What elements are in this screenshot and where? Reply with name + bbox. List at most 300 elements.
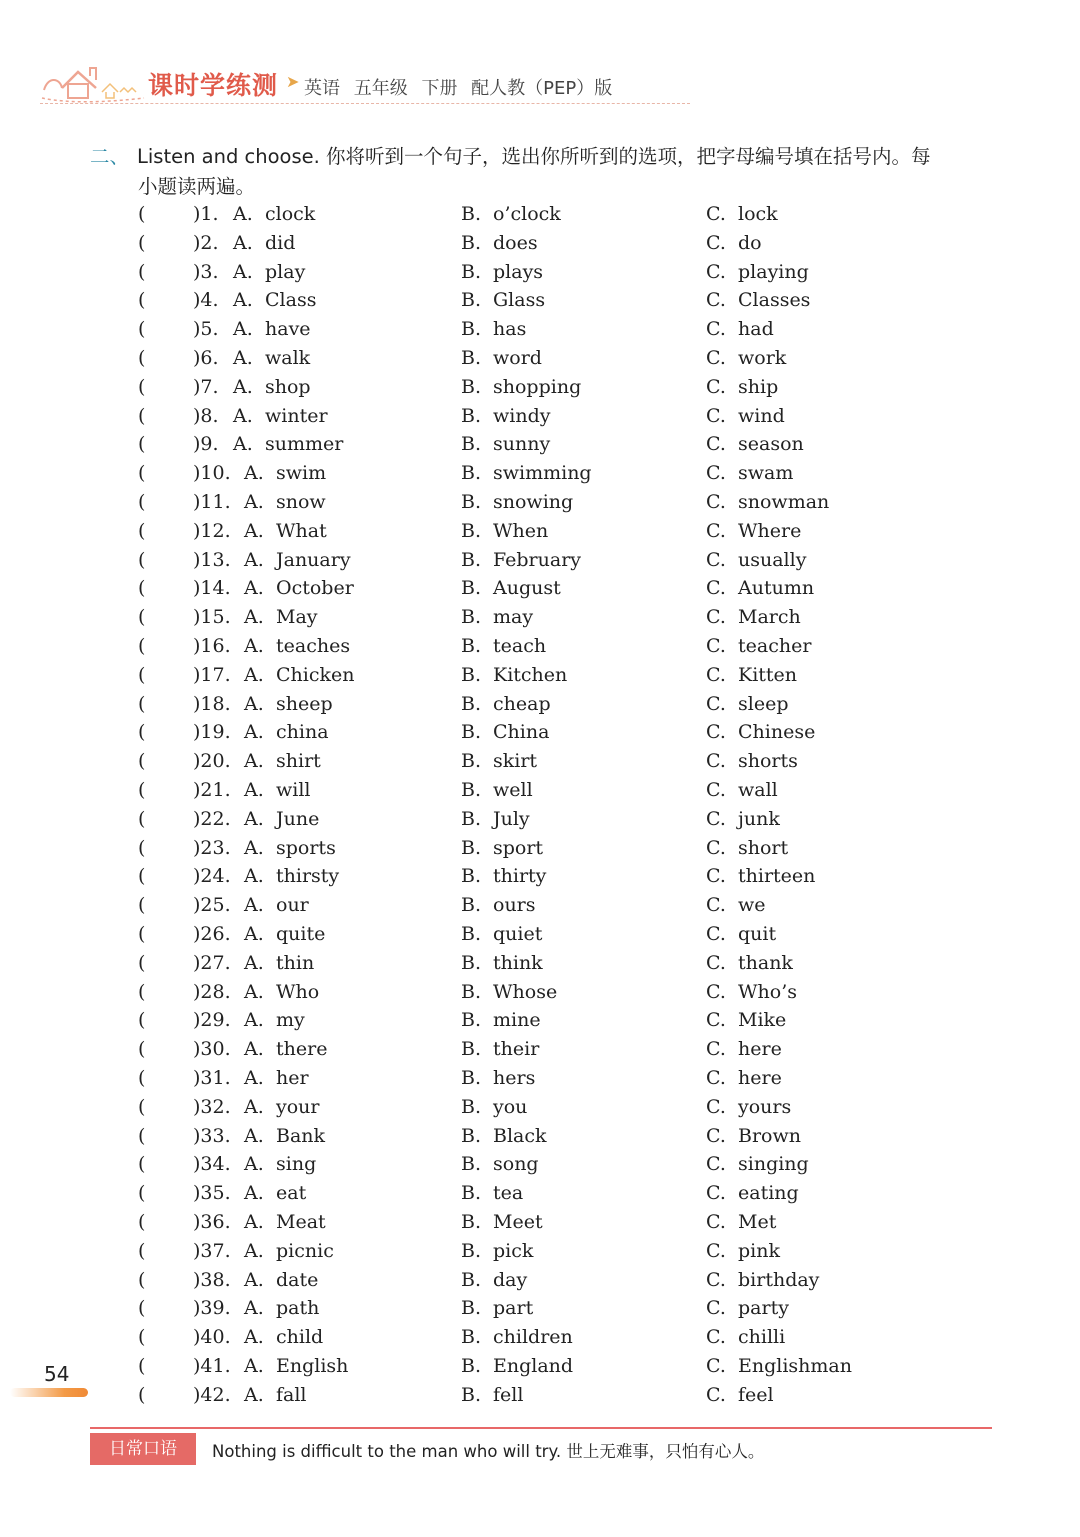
option-a-letter: A. — [244, 1239, 264, 1262]
option-b-letter: B. — [461, 1383, 482, 1406]
option-b-text: windy — [493, 404, 551, 427]
option-c-text: playing — [738, 260, 809, 283]
question-row — [0, 632, 1080, 661]
answer-blank[interactable]: ( — [138, 1009, 146, 1032]
question-number: )20. — [193, 750, 231, 773]
option-a-text: What — [276, 519, 327, 542]
option-a-letter: A. — [244, 951, 264, 974]
option-c-letter: C. — [706, 865, 726, 888]
answer-blank[interactable]: ( — [138, 375, 146, 398]
option-b-letter: B. — [461, 1153, 482, 1176]
question-row — [0, 546, 1080, 575]
option-b-letter: B. — [461, 1211, 482, 1233]
question-number: )3. — [193, 260, 219, 283]
question-row — [0, 315, 1080, 344]
option-a-text: clock — [265, 203, 316, 225]
option-a-letter: A. — [244, 1095, 264, 1118]
option-b-letter: B. — [461, 1038, 482, 1061]
option-c-text: we — [738, 894, 766, 917]
option-a-text: swim — [276, 462, 327, 485]
answer-blank[interactable]: ( — [138, 404, 146, 427]
option-c-text: Chinese — [738, 721, 816, 744]
option-b-letter: B. — [461, 1297, 482, 1320]
option-c-letter: C. — [706, 779, 726, 801]
option-a-letter: A. — [244, 980, 264, 1003]
option-c-text: eating — [738, 1182, 799, 1205]
option-b-text: mine — [493, 1009, 541, 1032]
option-b-text: Kitchen — [493, 663, 568, 686]
question-number: )30. — [193, 1038, 231, 1061]
question-row — [0, 1237, 1080, 1266]
option-b-letter: B. — [461, 519, 482, 542]
option-c-letter: C. — [706, 1124, 726, 1147]
option-a-letter: A. — [233, 433, 253, 456]
option-a-text: shirt — [276, 750, 321, 773]
answer-blank[interactable]: ( — [138, 1268, 146, 1291]
brand-title: 课时学练测 — [148, 71, 279, 100]
option-c-letter: C. — [706, 1211, 726, 1233]
option-b-letter: B. — [461, 433, 482, 456]
option-b-text: hers — [493, 1067, 536, 1089]
option-c-text: sleep — [738, 692, 789, 715]
answer-blank[interactable]: ( — [138, 203, 146, 225]
option-c-letter: C. — [706, 1038, 726, 1061]
option-a-text: have — [265, 318, 311, 341]
option-b-letter: B. — [461, 779, 482, 801]
answer-blank[interactable]: ( — [138, 951, 146, 974]
answer-blank[interactable]: ( — [138, 231, 146, 254]
option-c-text: short — [738, 836, 789, 859]
answer-blank[interactable]: ( — [138, 1124, 146, 1147]
option-a-text: Meat — [276, 1211, 326, 1233]
option-c-text: here — [738, 1038, 782, 1061]
option-b-letter: B. — [461, 721, 482, 744]
option-c-text: Mike — [738, 1009, 787, 1032]
option-c-letter: C. — [706, 750, 726, 773]
answer-blank[interactable]: ( — [138, 1326, 146, 1349]
option-a-text: fall — [276, 1383, 307, 1406]
option-a-letter: A. — [244, 606, 264, 629]
option-b-text: o’clock — [493, 203, 561, 225]
instruction-line-1: Listen and choose. 你将听到一个句子，选出你所听到的选项，把字母编号填在括号内。每 — [137, 145, 931, 168]
answer-blank[interactable]: ( — [138, 606, 146, 629]
option-c-letter: C. — [706, 260, 726, 283]
option-a-letter: A. — [244, 577, 264, 600]
option-c-letter: C. — [706, 519, 726, 542]
question-number: )12. — [193, 519, 231, 542]
option-b-text: children — [493, 1326, 573, 1349]
option-a-letter: A. — [244, 1326, 264, 1349]
option-c-text: shorts — [738, 750, 798, 773]
option-a-letter: A. — [233, 231, 253, 254]
option-a-letter: A. — [244, 865, 264, 888]
option-b-text: tea — [493, 1182, 524, 1205]
question-row — [0, 1294, 1080, 1323]
option-b-letter: B. — [461, 231, 482, 254]
option-b-text: snowing — [493, 491, 574, 513]
option-c-text: work — [738, 347, 787, 369]
option-a-text: date — [276, 1268, 319, 1291]
option-b-letter: B. — [461, 260, 482, 283]
question-number: )31. — [193, 1067, 231, 1089]
question-row — [0, 258, 1080, 287]
answer-blank[interactable]: ( — [138, 1038, 146, 1061]
option-b-text: February — [493, 548, 582, 571]
question-number: )27. — [193, 951, 231, 974]
option-c-letter: C. — [706, 1239, 726, 1262]
option-b-letter: B. — [461, 836, 482, 859]
option-b-text: their — [493, 1038, 540, 1061]
option-a-text: English — [276, 1355, 349, 1377]
option-c-text: thank — [738, 951, 793, 974]
option-c-text: here — [738, 1067, 782, 1089]
option-a-text: thirsty — [276, 865, 340, 888]
option-c-text: Kitten — [738, 663, 798, 686]
answer-blank[interactable]: ( — [138, 865, 146, 888]
question-number: )29. — [193, 1009, 231, 1032]
answer-blank[interactable]: ( — [138, 836, 146, 859]
option-a-text: October — [276, 577, 354, 600]
option-b-text: England — [493, 1355, 574, 1377]
answer-blank[interactable]: ( — [138, 807, 146, 830]
option-a-text: sheep — [276, 692, 333, 715]
option-c-letter: C. — [706, 462, 726, 485]
option-c-letter: C. — [706, 836, 726, 859]
option-b-text: teach — [493, 635, 547, 657]
option-b-text: plays — [493, 260, 544, 283]
option-b-letter: B. — [461, 692, 482, 715]
option-b-letter: B. — [461, 289, 482, 312]
option-b-text: Black — [493, 1124, 547, 1147]
option-c-text: thirteen — [738, 865, 816, 888]
answer-blank[interactable]: ( — [138, 1239, 146, 1262]
option-b-text: skirt — [493, 750, 538, 773]
option-a-letter: A. — [244, 1211, 264, 1233]
option-a-letter: A. — [233, 318, 253, 341]
question-row — [0, 1006, 1080, 1035]
question-row — [0, 402, 1080, 431]
option-c-letter: C. — [706, 1095, 726, 1118]
option-b-text: July — [493, 807, 530, 830]
option-a-letter: A. — [244, 721, 264, 744]
option-c-letter: C. — [706, 635, 726, 657]
answer-blank[interactable]: ( — [138, 433, 146, 456]
question-number: )16. — [193, 635, 231, 657]
question-row — [0, 1064, 1080, 1093]
option-a-letter: A. — [244, 462, 264, 485]
option-c-letter: C. — [706, 577, 726, 600]
footer-tag: 日常口语 — [90, 1433, 196, 1465]
question-row — [0, 1122, 1080, 1151]
option-b-letter: B. — [461, 1009, 482, 1032]
question-number: )22. — [193, 807, 231, 830]
answer-blank[interactable]: ( — [138, 1383, 146, 1406]
option-c-text: wall — [738, 779, 778, 801]
option-a-letter: A. — [244, 1124, 264, 1147]
option-a-text: May — [276, 606, 318, 629]
page-header — [40, 58, 700, 108]
question-number: )10. — [193, 462, 231, 485]
option-c-letter: C. — [706, 289, 726, 312]
option-b-letter: B. — [461, 663, 482, 686]
option-c-letter: C. — [706, 1009, 726, 1032]
answer-blank[interactable]: ( — [138, 318, 146, 341]
option-c-letter: C. — [706, 231, 726, 254]
question-number: )39. — [193, 1297, 231, 1320]
option-a-text: snow — [276, 491, 326, 513]
section-instruction — [90, 142, 1000, 202]
option-c-letter: C. — [706, 980, 726, 1003]
option-c-text: ship — [738, 375, 779, 398]
answer-blank[interactable]: ( — [138, 1355, 146, 1377]
option-b-text: August — [493, 577, 561, 600]
question-row — [0, 834, 1080, 863]
option-a-text: path — [276, 1297, 320, 1320]
question-number: )9. — [193, 433, 219, 456]
option-c-letter: C. — [706, 548, 726, 571]
option-c-letter: C. — [706, 1153, 726, 1176]
option-a-text: her — [276, 1067, 309, 1089]
option-b-letter: B. — [461, 1067, 482, 1089]
option-b-text: thirty — [493, 865, 547, 888]
option-a-text: June — [276, 807, 320, 830]
option-c-letter: C. — [706, 347, 726, 369]
option-b-text: you — [493, 1095, 528, 1118]
option-b-text: pick — [493, 1239, 534, 1262]
option-b-text: does — [493, 231, 538, 254]
question-row — [0, 574, 1080, 603]
answer-blank[interactable]: ( — [138, 1297, 146, 1320]
option-c-text: Who’s — [738, 980, 797, 1003]
option-a-text: Chicken — [276, 663, 355, 686]
question-number: )5. — [193, 318, 219, 341]
option-a-letter: A. — [233, 260, 253, 283]
option-b-text: word — [493, 347, 542, 369]
answer-blank[interactable]: ( — [138, 462, 146, 485]
option-a-text: January — [276, 548, 351, 571]
answer-blank[interactable]: ( — [138, 491, 146, 513]
question-row — [0, 488, 1080, 517]
question-row — [0, 200, 1080, 229]
question-row — [0, 661, 1080, 690]
question-row — [0, 690, 1080, 719]
option-b-text: sport — [493, 836, 544, 859]
option-b-letter: B. — [461, 923, 482, 945]
answer-blank[interactable]: ( — [138, 721, 146, 744]
option-a-letter: A. — [233, 375, 253, 398]
option-b-text: song — [493, 1153, 539, 1176]
answer-blank[interactable]: ( — [138, 894, 146, 917]
option-c-text: feel — [738, 1383, 774, 1406]
answer-blank[interactable]: ( — [138, 980, 146, 1003]
house-logo-icon — [40, 58, 145, 104]
option-a-letter: A. — [244, 807, 264, 830]
option-b-text: Meet — [493, 1211, 543, 1233]
option-a-letter: A. — [244, 692, 264, 715]
answer-blank[interactable]: ( — [138, 1211, 146, 1233]
option-b-text: shopping — [493, 375, 582, 398]
option-c-letter: C. — [706, 1326, 726, 1349]
question-row — [0, 1150, 1080, 1179]
question-row — [0, 344, 1080, 373]
answer-blank[interactable]: ( — [138, 519, 146, 542]
answer-blank[interactable]: ( — [138, 1182, 146, 1205]
option-b-letter: B. — [461, 1268, 482, 1291]
option-b-text: sunny — [493, 433, 551, 456]
option-c-text: junk — [738, 807, 780, 830]
option-b-letter: B. — [461, 1239, 482, 1262]
option-a-text: Who — [276, 980, 320, 1003]
question-number: )26. — [193, 923, 231, 945]
option-a-letter: A. — [244, 1182, 264, 1205]
question-row — [0, 603, 1080, 632]
question-row — [0, 1266, 1080, 1295]
option-a-letter: A. — [244, 836, 264, 859]
option-c-letter: C. — [706, 1355, 726, 1377]
option-a-letter: A. — [244, 923, 264, 945]
option-a-letter: A. — [244, 1038, 264, 1061]
option-b-text: cheap — [493, 692, 551, 715]
option-c-text: Met — [738, 1211, 777, 1233]
answer-blank[interactable]: ( — [138, 779, 146, 801]
question-row — [0, 1179, 1080, 1208]
option-b-letter: B. — [461, 865, 482, 888]
question-number: )11. — [193, 491, 231, 513]
option-c-text: pink — [738, 1239, 780, 1262]
question-number: )19. — [193, 721, 231, 744]
question-number: )42. — [193, 1383, 231, 1406]
option-c-text: snowman — [738, 491, 830, 513]
question-row — [0, 920, 1080, 949]
option-b-text: well — [493, 779, 533, 801]
question-number: )38. — [193, 1268, 231, 1291]
option-a-letter: A. — [244, 1297, 264, 1320]
option-b-letter: B. — [461, 606, 482, 629]
answer-blank[interactable]: ( — [138, 750, 146, 773]
option-b-letter: B. — [461, 1326, 482, 1349]
question-number: )15. — [193, 606, 231, 629]
option-c-text: Autumn — [738, 577, 815, 600]
option-b-letter: B. — [461, 203, 482, 225]
option-b-letter: B. — [461, 491, 482, 513]
question-number: )7. — [193, 375, 219, 398]
option-b-text: China — [493, 721, 550, 744]
answer-blank[interactable]: ( — [138, 635, 146, 657]
option-a-letter: A. — [244, 779, 264, 801]
option-b-text: ours — [493, 894, 536, 917]
option-a-text: eat — [276, 1182, 307, 1205]
question-row — [0, 373, 1080, 402]
option-c-letter: C. — [706, 807, 726, 830]
option-b-text: quiet — [493, 923, 543, 945]
answer-blank[interactable]: ( — [138, 692, 146, 715]
option-a-text: sing — [276, 1153, 317, 1176]
question-number: )21. — [193, 779, 231, 801]
option-c-text: quit — [738, 923, 777, 945]
question-number: )23. — [193, 836, 231, 859]
option-a-letter: A. — [244, 1268, 264, 1291]
question-number: )2. — [193, 231, 219, 254]
answer-blank[interactable]: ( — [138, 1095, 146, 1118]
question-row — [0, 1352, 1080, 1381]
question-row — [0, 805, 1080, 834]
option-a-letter: A. — [244, 894, 264, 917]
option-a-text: play — [265, 260, 306, 283]
option-c-text: March — [738, 606, 801, 629]
question-number: )33. — [193, 1124, 231, 1147]
answer-blank[interactable]: ( — [138, 1067, 146, 1089]
option-a-text: our — [276, 894, 309, 917]
option-a-text: china — [276, 721, 329, 744]
answer-blank[interactable]: ( — [138, 577, 146, 600]
option-b-letter: B. — [461, 1124, 482, 1147]
option-a-text: Class — [265, 289, 317, 312]
option-a-letter: A. — [244, 1067, 264, 1089]
question-number: )18. — [193, 692, 231, 715]
option-c-letter: C. — [706, 692, 726, 715]
option-c-letter: C. — [706, 318, 726, 341]
option-c-letter: C. — [706, 491, 726, 513]
option-b-letter: B. — [461, 807, 482, 830]
option-b-letter: B. — [461, 1182, 482, 1205]
question-number: )13. — [193, 548, 231, 571]
answer-blank[interactable]: ( — [138, 260, 146, 283]
option-b-text: part — [493, 1297, 534, 1320]
option-a-text: sports — [276, 836, 336, 859]
question-number: )6. — [193, 347, 219, 369]
answer-blank[interactable]: ( — [138, 923, 146, 945]
answer-blank[interactable]: ( — [138, 347, 146, 369]
question-row — [0, 517, 1080, 546]
question-row — [0, 718, 1080, 747]
question-number: )4. — [193, 289, 219, 312]
option-b-letter: B. — [461, 1095, 482, 1118]
option-c-letter: C. — [706, 1182, 726, 1205]
option-a-letter: A. — [233, 203, 253, 225]
answer-blank[interactable]: ( — [138, 663, 146, 686]
option-c-text: usually — [738, 548, 807, 571]
question-number: )14. — [193, 577, 231, 600]
question-row — [0, 891, 1080, 920]
option-a-text: there — [276, 1038, 328, 1061]
option-a-letter: A. — [244, 491, 264, 513]
answer-blank[interactable]: ( — [138, 289, 146, 312]
option-b-letter: B. — [461, 1355, 482, 1377]
question-row — [0, 1093, 1080, 1122]
question-row — [0, 430, 1080, 459]
option-c-letter: C. — [706, 606, 726, 629]
option-a-letter: A. — [244, 750, 264, 773]
page-number: 54 — [44, 1362, 70, 1386]
question-row — [0, 949, 1080, 978]
option-a-letter: A. — [233, 347, 253, 369]
option-a-letter: A. — [244, 663, 264, 686]
question-row — [0, 1208, 1080, 1237]
option-c-text: singing — [738, 1153, 809, 1176]
question-number: )36. — [193, 1211, 231, 1233]
option-c-letter: C. — [706, 1383, 726, 1406]
answer-blank[interactable]: ( — [138, 1153, 146, 1176]
answer-blank[interactable]: ( — [138, 548, 146, 571]
option-b-letter: B. — [461, 347, 482, 369]
option-b-letter: B. — [461, 462, 482, 485]
header-divider — [40, 103, 690, 104]
question-number: )35. — [193, 1182, 231, 1205]
option-a-letter: A. — [244, 1383, 264, 1406]
option-a-letter: A. — [233, 404, 253, 427]
option-c-letter: C. — [706, 375, 726, 398]
option-c-text: teacher — [738, 635, 812, 657]
